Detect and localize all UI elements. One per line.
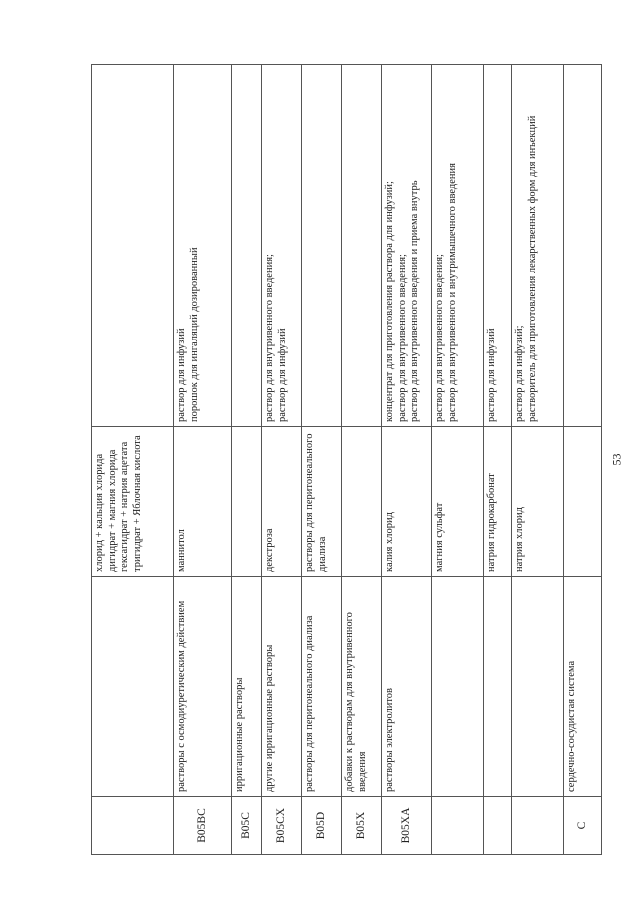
forms-cell [564, 65, 602, 427]
code-cell: B05C [232, 797, 262, 855]
code-cell [92, 797, 174, 855]
name-cell: другие ирригационные растворы [262, 577, 302, 797]
code-cell: C [564, 797, 602, 855]
drug-cell: растворы для перитонеального диализа [302, 427, 342, 577]
form-line: раствор для инфузий [176, 328, 187, 422]
forms-cell [512, 65, 564, 427]
form-line: раствор для инфузий [276, 328, 288, 422]
name-cell [432, 577, 484, 797]
table-row [262, 65, 302, 855]
code-cell: B05BC [174, 797, 232, 855]
table-row [484, 65, 512, 855]
forms-cell [232, 65, 262, 427]
form-line: растворитель для приготовления лекарственных форм для инъекций [526, 115, 538, 422]
drug-cell: натрия гидрокарбонат [484, 427, 512, 577]
drug-cell: натрия хлорид [512, 427, 564, 577]
rotated-table-wrapper [91, 65, 588, 855]
code-cell [512, 797, 564, 855]
drug-table [91, 64, 602, 855]
code-cell: B05CX [262, 797, 302, 855]
form-line: раствор для внутривенного введения; [434, 254, 445, 422]
form-line: концентрат для приготовления раствора для инфузий; [384, 181, 395, 422]
forms-cell [484, 65, 512, 427]
name-cell: растворы электролитов [382, 577, 432, 797]
drug-cell: маннитол [174, 427, 232, 577]
form-line: раствор для инфузий [486, 328, 497, 422]
code-cell [432, 797, 484, 855]
form-line: раствор для внутривенного введения и приема внутрь [409, 180, 421, 422]
forms-cell [262, 65, 302, 427]
name-cell: сердечно-сосудистая система [564, 577, 602, 797]
forms-cell [302, 65, 342, 427]
name-cell: ирригационные растворы [232, 577, 262, 797]
drug-cell [564, 427, 602, 577]
form-line: раствор для инфузий; [514, 325, 525, 422]
name-cell [512, 577, 564, 797]
name-cell: добавки к растворам для внутривенного введения [342, 577, 382, 797]
name-cell [92, 577, 174, 797]
table-row [342, 65, 382, 855]
drug-cell [232, 427, 262, 577]
drug-cell: декстроза [262, 427, 302, 577]
forms-cell [432, 65, 484, 427]
code-cell [484, 797, 512, 855]
table-row [92, 65, 174, 855]
form-line: раствор для внутривенного и внутримышечного введения [446, 163, 458, 422]
table-row [302, 65, 342, 855]
drug-cell: магния сульфат [432, 427, 484, 577]
drug-cell: калия хлорид [382, 427, 432, 577]
table-row [382, 65, 432, 855]
drug-cell [342, 427, 382, 577]
table-row [432, 65, 484, 855]
name-cell: растворы для перитонеального диализа [302, 577, 342, 797]
form-line: раствор для внутривенного введения; [396, 254, 408, 422]
table-row [232, 65, 262, 855]
drug-cell: хлорид + кальция хлорида дигидрат + магния хлорида гексагидрат + натрия ацетата тригидрат + Яблочная кислота [92, 427, 174, 577]
form-line: порошок для ингаляций дозированный [188, 247, 200, 422]
table-row [564, 65, 602, 855]
name-cell: растворы с осмодиуретическим действием [174, 577, 232, 797]
forms-cell [342, 65, 382, 427]
table-row [174, 65, 232, 855]
forms-cell [382, 65, 432, 427]
forms-cell [174, 65, 232, 427]
form-line: раствор для внутривенного введения; [264, 254, 275, 422]
name-cell [484, 577, 512, 797]
forms-cell [92, 65, 174, 427]
code-cell: B05XA [382, 797, 432, 855]
code-cell: B05D [302, 797, 342, 855]
table-row [512, 65, 564, 855]
code-cell: B05X [342, 797, 382, 855]
page-number: 53 [609, 453, 624, 466]
